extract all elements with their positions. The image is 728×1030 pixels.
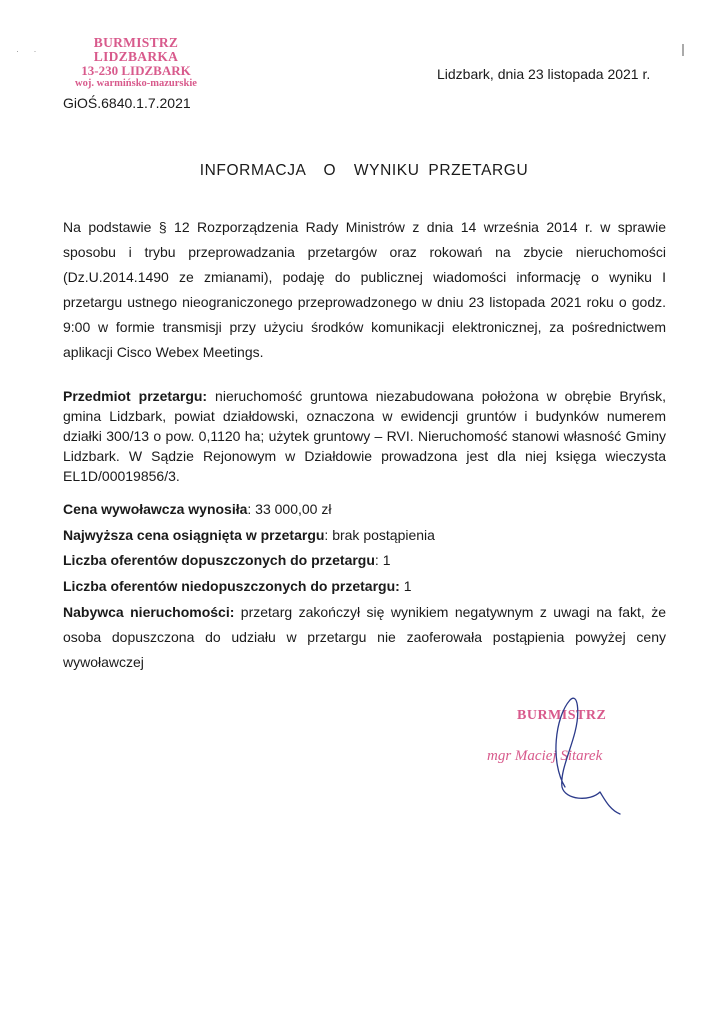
handwritten-signature <box>520 692 630 817</box>
document-title <box>0 162 728 180</box>
field-admitted-bidders <box>63 548 666 573</box>
scan-dots: · · <box>16 46 43 56</box>
stamp-line-2: 13-230 LIDZBARK <box>81 63 191 79</box>
stamp-line-3: woj. warmińsko-mazurskie <box>75 77 197 89</box>
field-highest-price <box>63 523 666 548</box>
signature-path <box>556 698 620 814</box>
field-rejected-bidders <box>63 574 666 599</box>
field-value: 1 <box>399 578 412 594</box>
signature-stamp-title: BURMISTRZ <box>517 708 607 723</box>
office-stamp <box>56 36 216 89</box>
field-value: : 33 000,00 zł <box>247 501 332 517</box>
field-value: : brak postąpienia <box>324 527 435 543</box>
subject-paragraph <box>63 386 666 486</box>
field-label: Liczba oferentów niedopuszczonych do przetargu: <box>63 578 400 594</box>
field-value: przetarg zakończył się wynikiem negatywnym z uwagi na fakt, że osoba dopuszczona do udziału w przetargu nie zaoferowała postąpienia powyżej ceny wywoławczej <box>63 604 667 670</box>
field-value: : 1 <box>374 552 391 568</box>
stamp-line-1: BURMISTRZ LIDZBARKA <box>93 35 179 65</box>
place-date: Lidzbark, dnia 23 listopada 2021 r. <box>437 66 651 82</box>
reference-number: GiOŚ.6840.1.7.2021 <box>63 95 191 111</box>
signature-stamp-name: mgr Maciej Sitarek <box>487 748 603 764</box>
field-label: Cena wywoławcza wynosiła <box>63 501 248 517</box>
document-title-text: INFORMACJA O WYNIKU PRZETARGU <box>199 162 529 179</box>
field-buyer <box>63 600 666 675</box>
intro-paragraph: Na podstawie § 12 Rozporządzenia Rady Ministrów z dnia 14 września 2014 r. w sprawie sposobu i trybu przeprowadzania przetargów oraz rokowań na zbycie nieruchomości (Dz.U.2014.1490 ze zmianami), podaję do publicznej wiadomości informację o wyniku I przetargu ustnego nieograniczonego przeprowadzonego w dniu 23 listopada 2021 roku o godz. 9:00 w formie transmisji przy użyciu środków komunikacji elektronicznej, za pośrednictwem aplikacji Cisco Webex Meetings. <box>63 219 666 360</box>
field-label: Nabywca nieruchomości: <box>63 604 235 620</box>
subject-text: nieruchomość gruntowa niezabudowana położona w obrębie Bryńsk, gmina Lidzbark, powiat działdowski, oznaczona w ewidencji gruntów i budynków numerem działki 300/13 o pow. 0,1120 ha; użytek gruntowy – RVI. Nieruchomość stanowi własność Gminy Lidzbark. W Sądzie Rejonowym w Działdowie prowadzona jest dla niej księga wieczysta EL1D/00019856/3. <box>63 388 666 484</box>
field-label: Najwyższa cena osiągnięta w przetargu <box>63 527 325 543</box>
field-starting-price <box>63 497 666 522</box>
field-label: Liczba oferentów dopuszczonych do przetargu <box>63 552 375 568</box>
scan-mark <box>682 44 684 56</box>
subject-label: Przedmiot przetargu: <box>63 388 208 404</box>
